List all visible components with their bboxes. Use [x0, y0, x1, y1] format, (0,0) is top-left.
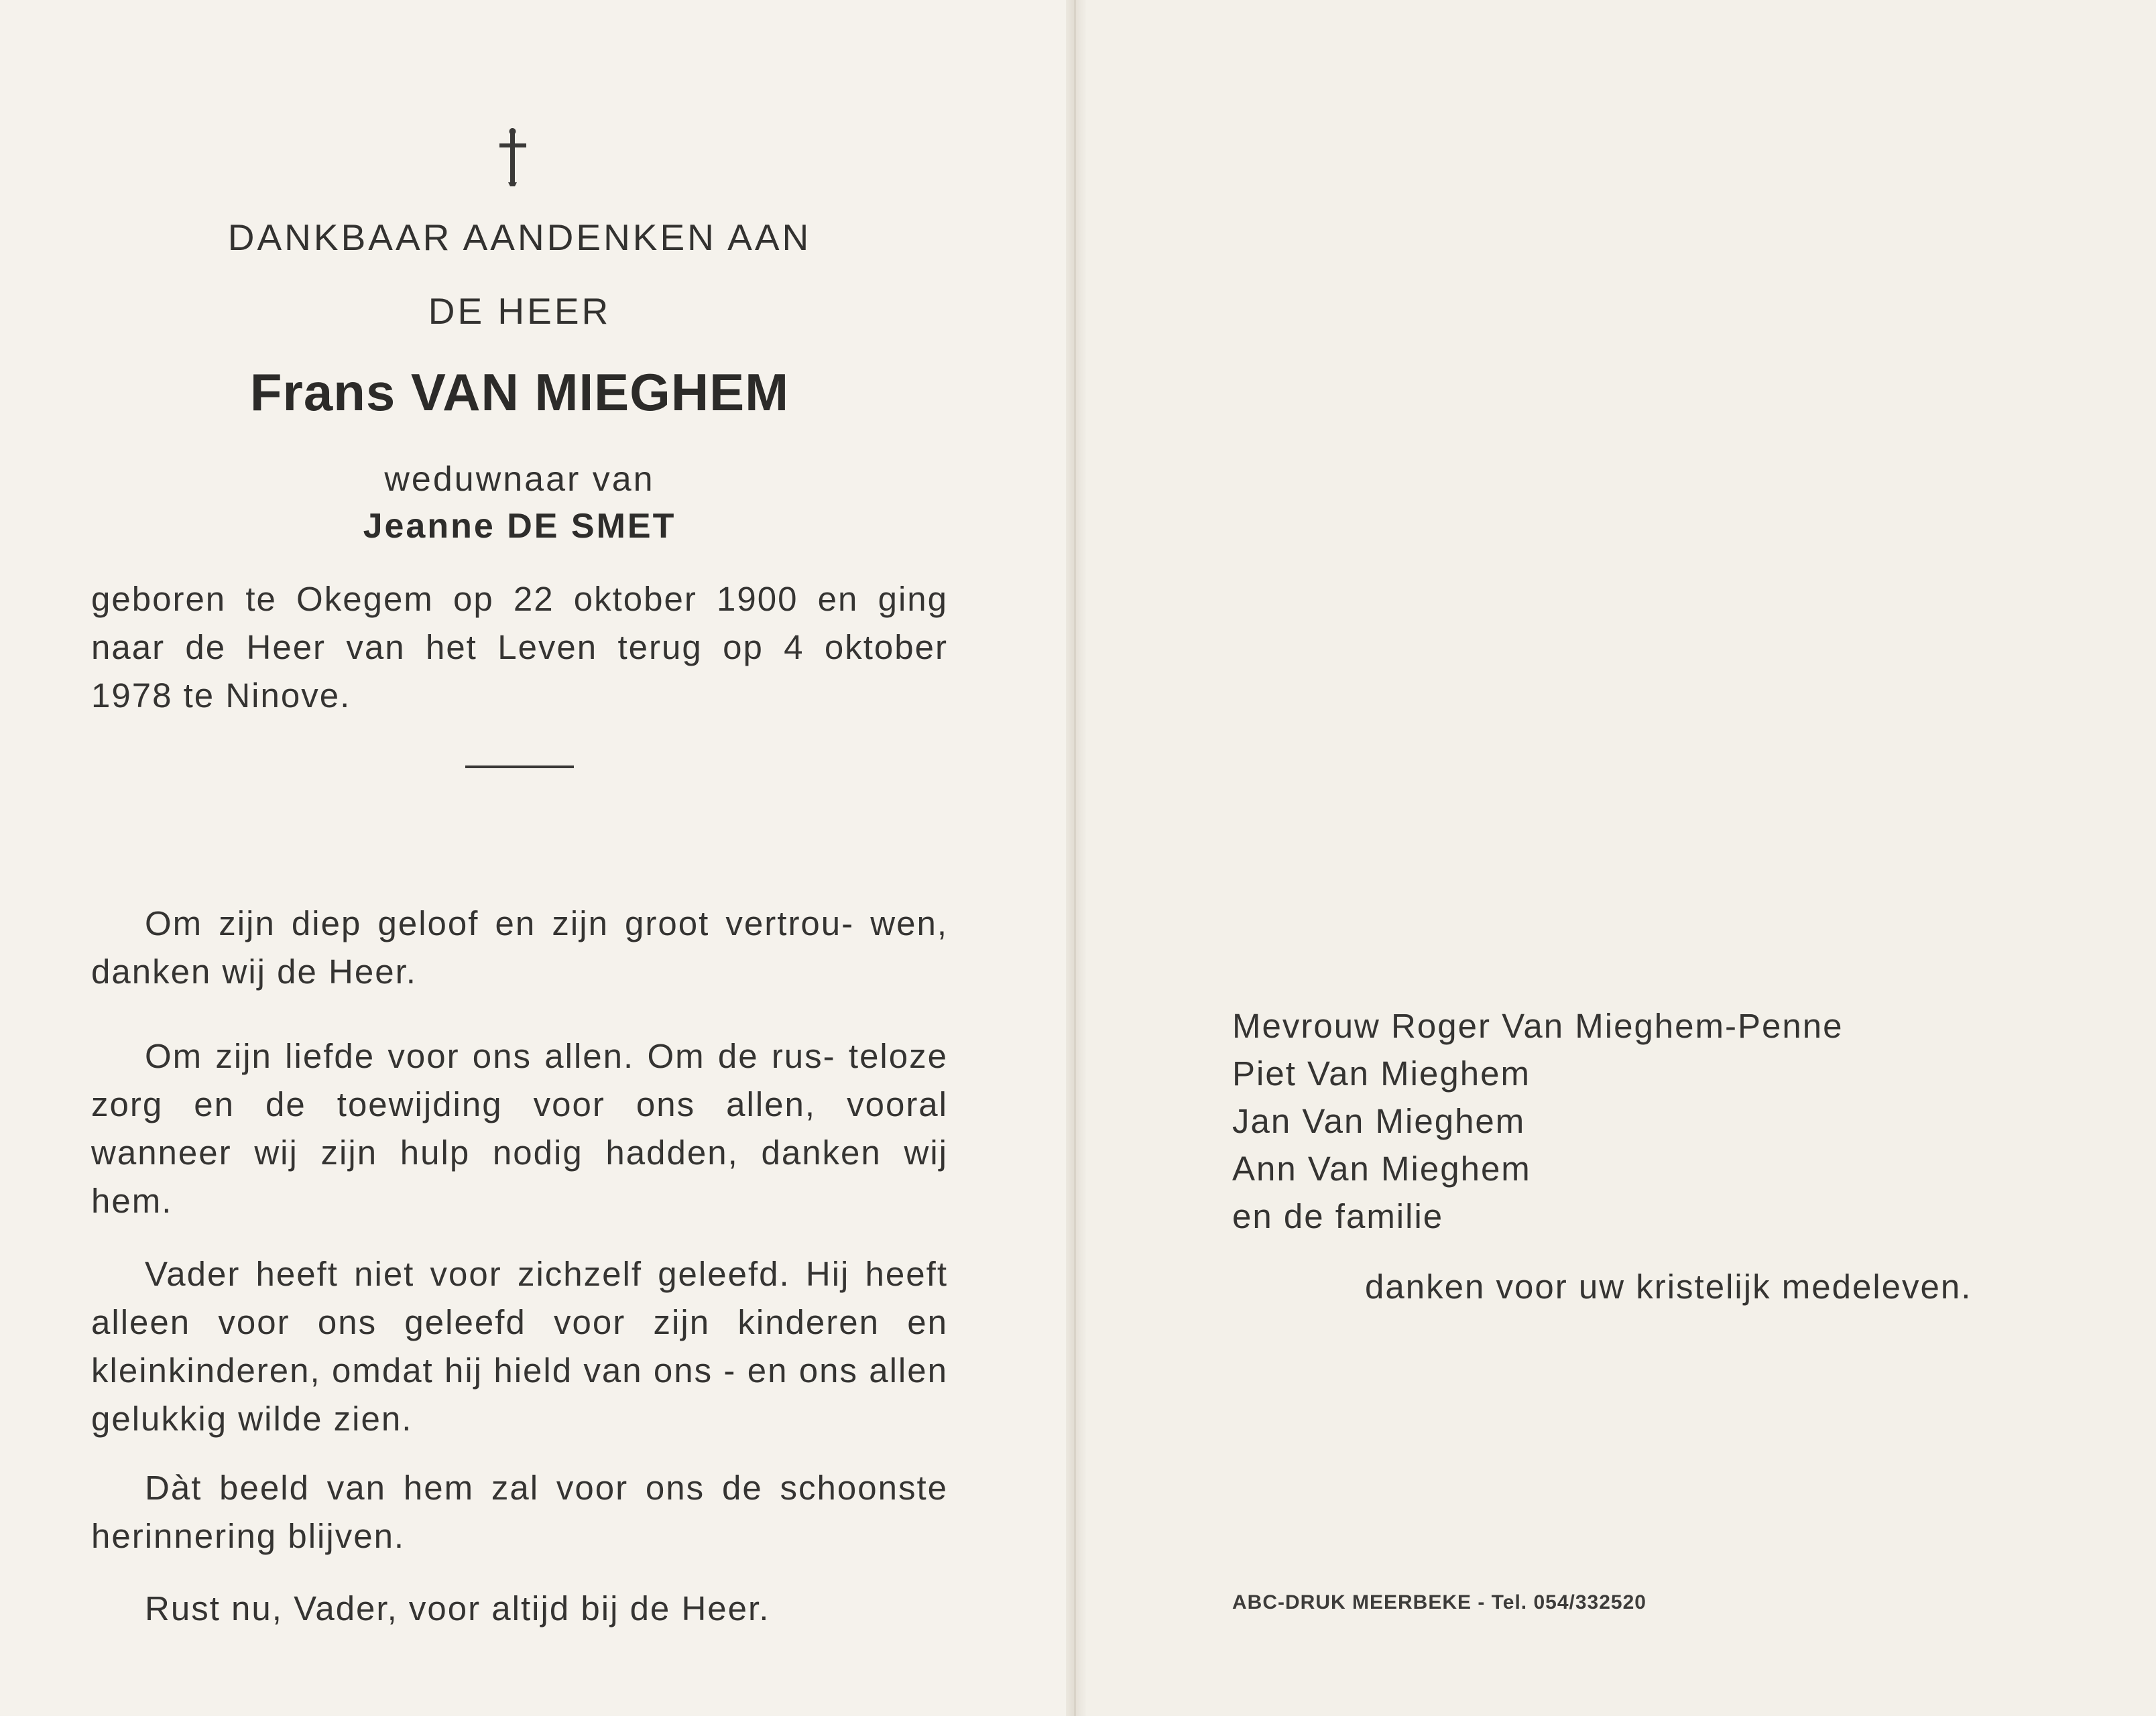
right-panel: [1082, 0, 2156, 1716]
paragraph-2: Om zijn liefde voor ons allen. Om de rus- teloze zorg en de toewijding voor ons allen, vooral wanneer wij zijn hulp nodig hadden, danken wij hem.: [91, 1037, 948, 1220]
card-fold: [1066, 0, 1086, 1716]
thanks-line: danken voor uw kristelijk medeleven.: [1365, 1268, 1972, 1306]
family-member: en de familie: [1232, 1197, 1444, 1235]
paragraph-4: Dàt beeld van hem zal voor ons de schoonste herinnering blijven.: [91, 1469, 948, 1555]
deceased-name: Frans VAN MIEGHEM: [249, 363, 790, 422]
family-list: [1232, 1002, 1843, 1240]
paragraph-5: Rust nu, Vader, voor altijd bij de Heer.: [145, 1589, 770, 1628]
spouse-name: Jeanne DE SMET: [363, 507, 676, 546]
printer-credit: ABC-DRUK MEERBEKE - Tel. 054/332520: [1232, 1591, 1646, 1613]
title-de-heer: DE HEER: [428, 290, 611, 332]
paragraph-1: Om zijn diep geloof en zijn groot vertrou- wen, danken wij de Heer.: [91, 904, 948, 991]
divider: [465, 765, 574, 768]
family-member: Mevrouw Roger Van Mieghem-Penne: [1232, 1007, 1844, 1045]
family-member: Piet Van Mieghem: [1232, 1054, 1531, 1093]
family-member: Jan Van Mieghem: [1232, 1102, 1526, 1140]
cross-icon: [493, 127, 533, 188]
paragraph-3: Vader heeft niet voor zichzelf geleefd. Hij heeft alleen voor ons geleefd voor zijn kinderen en kleinkinderen, omdat hij hield van ons - en ons allen gelukkig wilde zien.: [91, 1255, 948, 1438]
relation: weduwnaar van: [384, 460, 655, 499]
fold-crease: [1074, 0, 1076, 1716]
bio-paragraph: geboren te Okegem op 22 oktober 1900 en ging naar de Heer van het Leven terug op 4 oktober 1978 te Ninove.: [91, 580, 948, 715]
family-member: Ann Van Mieghem: [1232, 1150, 1531, 1188]
heading: DANKBAAR AANDENKEN AAN: [227, 217, 812, 258]
